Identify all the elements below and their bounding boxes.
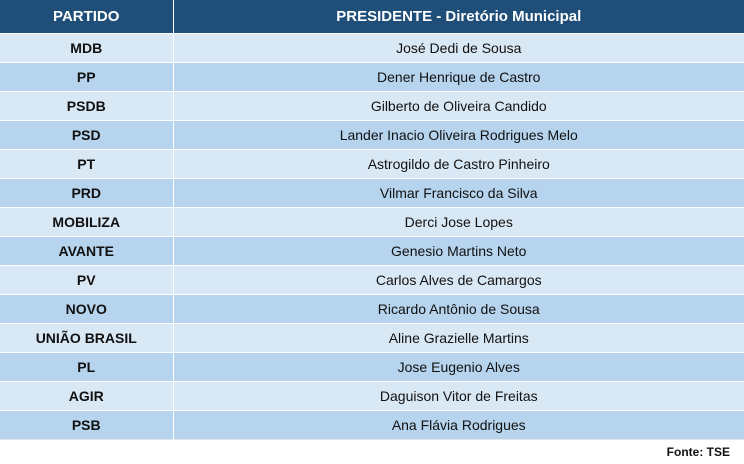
- president-cell: Ana Flávia Rodrigues: [173, 411, 744, 440]
- table-row: [0, 382, 744, 411]
- president-cell: José Dedi de Sousa: [173, 34, 744, 63]
- party-cell: MDB: [0, 34, 173, 63]
- table-row: [0, 237, 744, 266]
- president-cell: Daguison Vitor de Freitas: [173, 382, 744, 411]
- party-cell: PRD: [0, 179, 173, 208]
- footer-row: [0, 440, 744, 464]
- party-cell: AGIR: [0, 382, 173, 411]
- president-cell: Derci Jose Lopes: [173, 208, 744, 237]
- table-row: [0, 266, 744, 295]
- president-cell: Aline Grazielle Martins: [173, 324, 744, 353]
- party-cell: PSD: [0, 121, 173, 150]
- party-cell: UNIÃO BRASIL: [0, 324, 173, 353]
- table-row: [0, 411, 744, 440]
- president-cell: Carlos Alves de Camargos: [173, 266, 744, 295]
- table-body: [0, 34, 744, 440]
- table-row: [0, 179, 744, 208]
- party-cell: NOVO: [0, 295, 173, 324]
- source-note: Fonte: TSE: [173, 440, 744, 464]
- president-cell: Astrogildo de Castro Pinheiro: [173, 150, 744, 179]
- president-cell: Dener Henrique de Castro: [173, 63, 744, 92]
- table-row: [0, 324, 744, 353]
- party-cell: AVANTE: [0, 237, 173, 266]
- party-cell: PSB: [0, 411, 173, 440]
- president-cell: Genesio Martins Neto: [173, 237, 744, 266]
- party-cell: PV: [0, 266, 173, 295]
- party-cell: PT: [0, 150, 173, 179]
- table-footer: [0, 440, 744, 464]
- table-row: [0, 92, 744, 121]
- table-row: [0, 353, 744, 382]
- footer-empty-cell: [0, 440, 173, 464]
- table-row: [0, 63, 744, 92]
- table-row: [0, 208, 744, 237]
- header-presidente: PRESIDENTE - Diretório Municipal: [173, 0, 744, 34]
- table-row: [0, 34, 744, 63]
- header-row: [0, 0, 744, 34]
- president-cell: Lander Inacio Oliveira Rodrigues Melo: [173, 121, 744, 150]
- president-cell: Vilmar Francisco da Silva: [173, 179, 744, 208]
- president-cell: Jose Eugenio Alves: [173, 353, 744, 382]
- table-row: [0, 121, 744, 150]
- president-cell: Gilberto de Oliveira Candido: [173, 92, 744, 121]
- party-cell: PSDB: [0, 92, 173, 121]
- table-row: [0, 150, 744, 179]
- party-cell: PP: [0, 63, 173, 92]
- table-row: [0, 295, 744, 324]
- party-cell: MOBILIZA: [0, 208, 173, 237]
- party-cell: PL: [0, 353, 173, 382]
- header-partido: PARTIDO: [0, 0, 173, 34]
- table-header: [0, 0, 744, 34]
- president-cell: Ricardo Antônio de Sousa: [173, 295, 744, 324]
